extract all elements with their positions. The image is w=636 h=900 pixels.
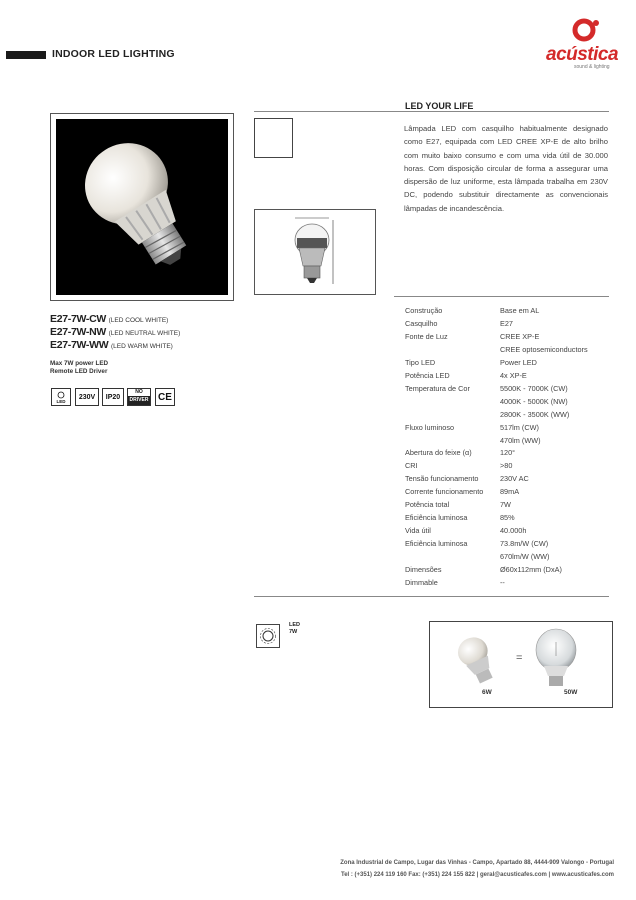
spec-label: Tensão funcionamento — [405, 474, 479, 483]
ip-rating-icon: IP20 — [102, 388, 124, 406]
thumbnail-box — [254, 118, 293, 158]
model-ww — [50, 339, 173, 351]
header-bar — [6, 51, 46, 59]
spec-value: >80 — [500, 461, 513, 470]
footer-address: Zona Industrial de Campo, Lugar das Vinhas - Campo, Apartado 88, 4444-909 Valongo - Portugal — [340, 860, 614, 866]
spec-value: 5500K - 7000K (CW) — [500, 384, 568, 393]
spec-value: CREE XP-E — [500, 332, 540, 341]
spec-value: 4000K - 5000K (NW) — [500, 397, 568, 406]
spec-value: 670lm/W (WW) — [500, 552, 550, 561]
spec-value: 230V AC — [500, 474, 529, 483]
led-7w-line2: 7W — [289, 629, 298, 635]
spec-divider-bottom — [254, 596, 609, 597]
spec-value: Power LED — [500, 358, 537, 367]
spec-value: Base em AL — [500, 306, 540, 315]
voltage-icon: 230V — [75, 388, 99, 406]
spec-value: 40.000h — [500, 526, 527, 535]
spec-label: Dimensões — [405, 565, 442, 574]
model-code: E27-7W-WW — [50, 339, 109, 351]
model-cw — [50, 313, 168, 325]
spec-value: E27 — [500, 319, 513, 328]
equals-sign: = — [516, 652, 523, 664]
spec-label: Tipo LED — [405, 358, 436, 367]
spec-label: Abertura do feixe (α) — [405, 448, 472, 457]
spec-value: CREE optosemiconductors — [500, 345, 588, 354]
spec-label: CRI — [405, 461, 418, 470]
comparison-box — [429, 621, 613, 708]
no-driver-label-bottom: DRIVER — [129, 397, 149, 403]
model-desc: (LED NEUTRAL WHITE) — [108, 330, 181, 337]
logo-wordmark: acústica — [546, 44, 619, 65]
spec-label: Eficiência luminosa — [405, 513, 468, 522]
spec-value: 470lm (WW) — [500, 436, 541, 445]
spec-divider-top — [394, 296, 609, 297]
spec-label: Fonte de Luz — [405, 332, 448, 341]
product-photo-frame — [50, 113, 234, 301]
section-divider — [254, 111, 609, 112]
spec-label: Fluxo luminoso — [405, 423, 455, 432]
spec-value: Ø60x112mm (DxA) — [500, 565, 562, 574]
led-icon — [51, 388, 71, 406]
led-icon-label: LED — [56, 398, 66, 404]
ce-mark-icon: CE — [155, 388, 175, 406]
company-logo — [538, 14, 628, 70]
feature-power-led: Max 7W power LED — [50, 360, 109, 367]
model-code: E27-7W-NW — [50, 326, 107, 338]
spec-value: 85% — [500, 513, 515, 522]
spec-value: 2800K - 3500K (WW) — [500, 410, 570, 419]
feature-remote-driver: Remote LED Driver — [50, 368, 108, 375]
spec-value: 4x XP-E — [500, 371, 527, 380]
section-title: LED YOUR LIFE — [405, 101, 474, 111]
footer-contacts: Tel : (+351) 224 119 160 Fax: (+351) 224 155 822 | geral@acusticafes.com | www.acusticafes.com — [340, 872, 614, 878]
led-bulb-image — [56, 119, 228, 295]
page-title: INDOOR LED LIGHTING — [52, 48, 175, 60]
spec-value: 89mA — [500, 487, 520, 496]
spec-label: Potência LED — [405, 371, 450, 380]
spec-label: Casquilho — [405, 319, 438, 328]
led-watt-label: 6W — [482, 689, 492, 696]
spec-value: 7W — [500, 500, 511, 509]
spec-value: 120° — [500, 448, 516, 457]
led-7w-icon-box — [256, 624, 280, 648]
technical-drawing — [254, 209, 376, 295]
spec-label: Vida útil — [405, 526, 431, 535]
gear-bulb-icon — [257, 625, 279, 647]
spec-label: Potência total — [405, 500, 450, 509]
led-7w-label — [289, 622, 300, 636]
spec-label: Temperatura de Cor — [405, 384, 470, 393]
bulb-dimension-drawing — [255, 210, 375, 294]
logo-tagline: sound & lighting — [574, 64, 610, 70]
led-7w-line1: LED — [289, 622, 300, 628]
no-driver-icon — [127, 388, 151, 406]
model-code: E27-7W-CW — [50, 313, 107, 325]
product-description: Lâmpada LED com casquilho habitualmente designado como E27, equipada com LED CREE XP-E de alto brilho com muito baixo consumo e com uma vida útil de 30.000 horas. Com disposição circular de forma a assegurar uma dispersão de luz uniforme, esta lâmpada trabalha em 230V DC, podendo substituir directamente as convencionais lâmpadas de incandescência. — [404, 124, 608, 213]
spec-label: Construção — [405, 306, 443, 315]
incandescent-watt-label: 50W — [564, 689, 578, 696]
model-desc: (LED COOL WHITE) — [108, 317, 169, 324]
spec-label: Corrente funcionamento — [405, 487, 484, 496]
spec-value: 73.8m/W (CW) — [500, 539, 549, 548]
led-bulb-icon — [56, 391, 66, 399]
logo-mark-icon — [538, 14, 628, 48]
no-driver-label-top: NO — [135, 389, 143, 395]
spec-value: 517lm (CW) — [500, 423, 539, 432]
model-desc: (LED WARM WHITE) — [110, 343, 173, 350]
spec-value: -- — [500, 578, 505, 587]
spec-label: Eficiência luminosa — [405, 539, 468, 548]
spec-label: Dimmable — [405, 578, 438, 587]
product-photo — [56, 119, 228, 295]
model-nw — [50, 326, 180, 338]
